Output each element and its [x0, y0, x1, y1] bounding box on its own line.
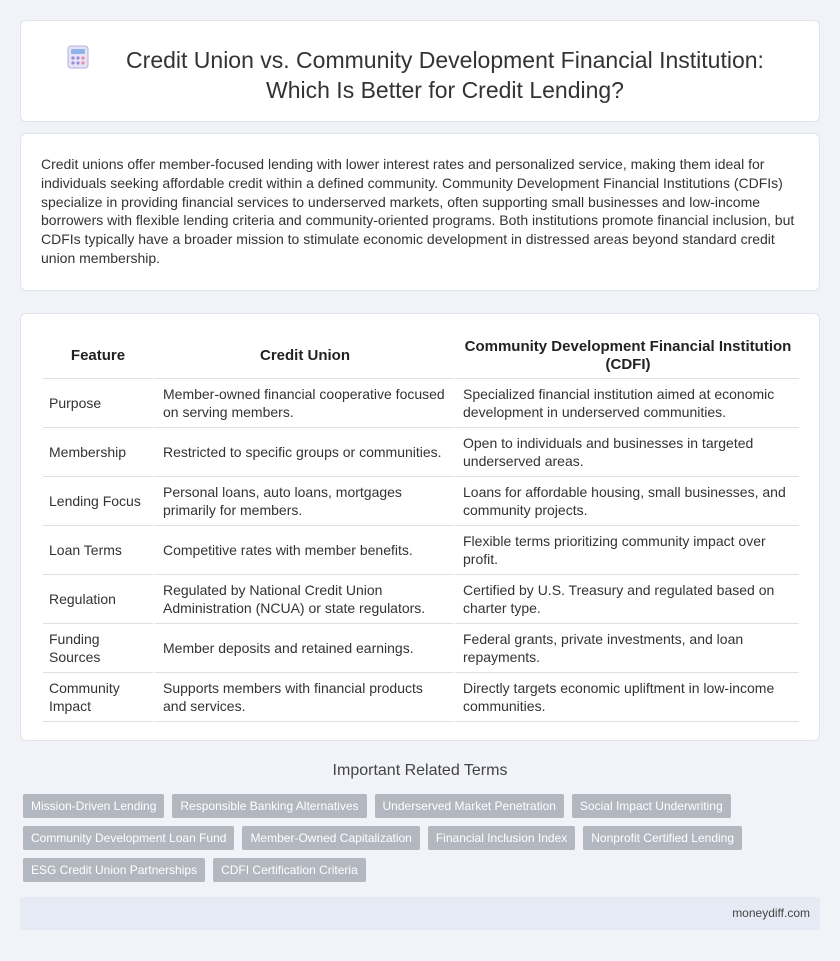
related-term-tag[interactable]: Responsible Banking Alternatives — [172, 794, 366, 818]
related-term-tag[interactable]: Social Impact Underwriting — [572, 794, 731, 818]
header-cdfi: Community Development Financial Institution (CDFI) — [453, 334, 799, 379]
cdfi-cell: Certified by U.S. Treasury and regulated based on charter type. — [453, 575, 799, 624]
title-card — [20, 20, 820, 122]
tag-row — [23, 794, 823, 818]
feature-cell: Community Impact — [43, 673, 153, 722]
cdfi-cell: Directly targets economic upliftment in low-income communities. — [453, 673, 799, 722]
related-terms-heading: Important Related Terms — [332, 762, 508, 779]
table-row — [43, 428, 799, 477]
table-header-row — [43, 334, 799, 379]
page-title: Credit Union vs. Community Development Financial Institution: Which Is Better for Credit Lending? — [126, 47, 764, 103]
intro-paragraph: Credit unions offer member-focused lending with lower interest rates and personalized service, making them ideal for individuals seeking affordable credit within a defined community. Community Development Financial Institutions (CDFIs) specialize in providing financial services to underserved markets, often supporting small businesses and low-income borrowers with flexible lending criteria and community-oriented programs. Both institutions promote financial inclusion, but CDFIs typically have a broader mission to stimulate economic development in distressed areas beyond standard credit union membership. — [41, 156, 795, 266]
header-credit-union: Credit Union — [153, 334, 453, 379]
credit-union-cell: Competitive rates with member benefits. — [153, 526, 453, 575]
cdfi-cell: Federal grants, private investments, and loan repayments. — [453, 624, 799, 673]
feature-cell: Membership — [43, 428, 153, 477]
header-feature: Feature — [43, 334, 153, 379]
related-term-tag[interactable]: Financial Inclusion Index — [428, 826, 575, 850]
credit-union-cell: Member-owned financial cooperative focused on serving members. — [153, 379, 453, 428]
credit-union-cell: Restricted to specific groups or communities. — [153, 428, 453, 477]
footer — [20, 897, 820, 930]
tag-row — [23, 826, 823, 850]
feature-cell: Loan Terms — [43, 526, 153, 575]
table-row — [43, 379, 799, 428]
table-row — [43, 526, 799, 575]
credit-union-cell: Regulated by National Credit Union Administration (NCUA) or state regulators. — [153, 575, 453, 624]
cdfi-cell: Specialized financial institution aimed at economic development in underserved communities. — [453, 379, 799, 428]
cdfi-cell: Loans for affordable housing, small businesses, and community projects. — [453, 477, 799, 526]
feature-cell: Lending Focus — [43, 477, 153, 526]
feature-cell: Purpose — [43, 379, 153, 428]
related-term-tag[interactable]: Nonprofit Certified Lending — [583, 826, 742, 850]
related-term-tag[interactable]: Community Development Loan Fund — [23, 826, 234, 850]
related-terms-list — [23, 794, 823, 890]
related-term-tag[interactable]: CDFI Certification Criteria — [213, 858, 366, 882]
cdfi-cell: Flexible terms prioritizing community impact over profit. — [453, 526, 799, 575]
feature-cell: Regulation — [43, 575, 153, 624]
intro-card — [20, 133, 820, 291]
table-row — [43, 624, 799, 673]
comparison-card — [20, 313, 820, 741]
table-row — [43, 673, 799, 722]
related-term-tag[interactable]: ESG Credit Union Partnerships — [23, 858, 205, 882]
table-row — [43, 477, 799, 526]
comparison-table — [43, 334, 799, 722]
related-term-tag[interactable]: Underserved Market Penetration — [375, 794, 564, 818]
footer-site-link[interactable]: moneydiff.com — [732, 906, 810, 920]
feature-cell: Funding Sources — [43, 624, 153, 673]
related-term-tag[interactable]: Mission-Driven Lending — [23, 794, 164, 818]
tag-row — [23, 858, 823, 882]
related-term-tag[interactable]: Member-Owned Capitalization — [242, 826, 419, 850]
table-row — [43, 575, 799, 624]
credit-union-cell: Supports members with financial products and services. — [153, 673, 453, 722]
credit-union-cell: Member deposits and retained earnings. — [153, 624, 453, 673]
cdfi-cell: Open to individuals and businesses in targeted underserved areas. — [453, 428, 799, 477]
credit-union-cell: Personal loans, auto loans, mortgages primarily for members. — [153, 477, 453, 526]
